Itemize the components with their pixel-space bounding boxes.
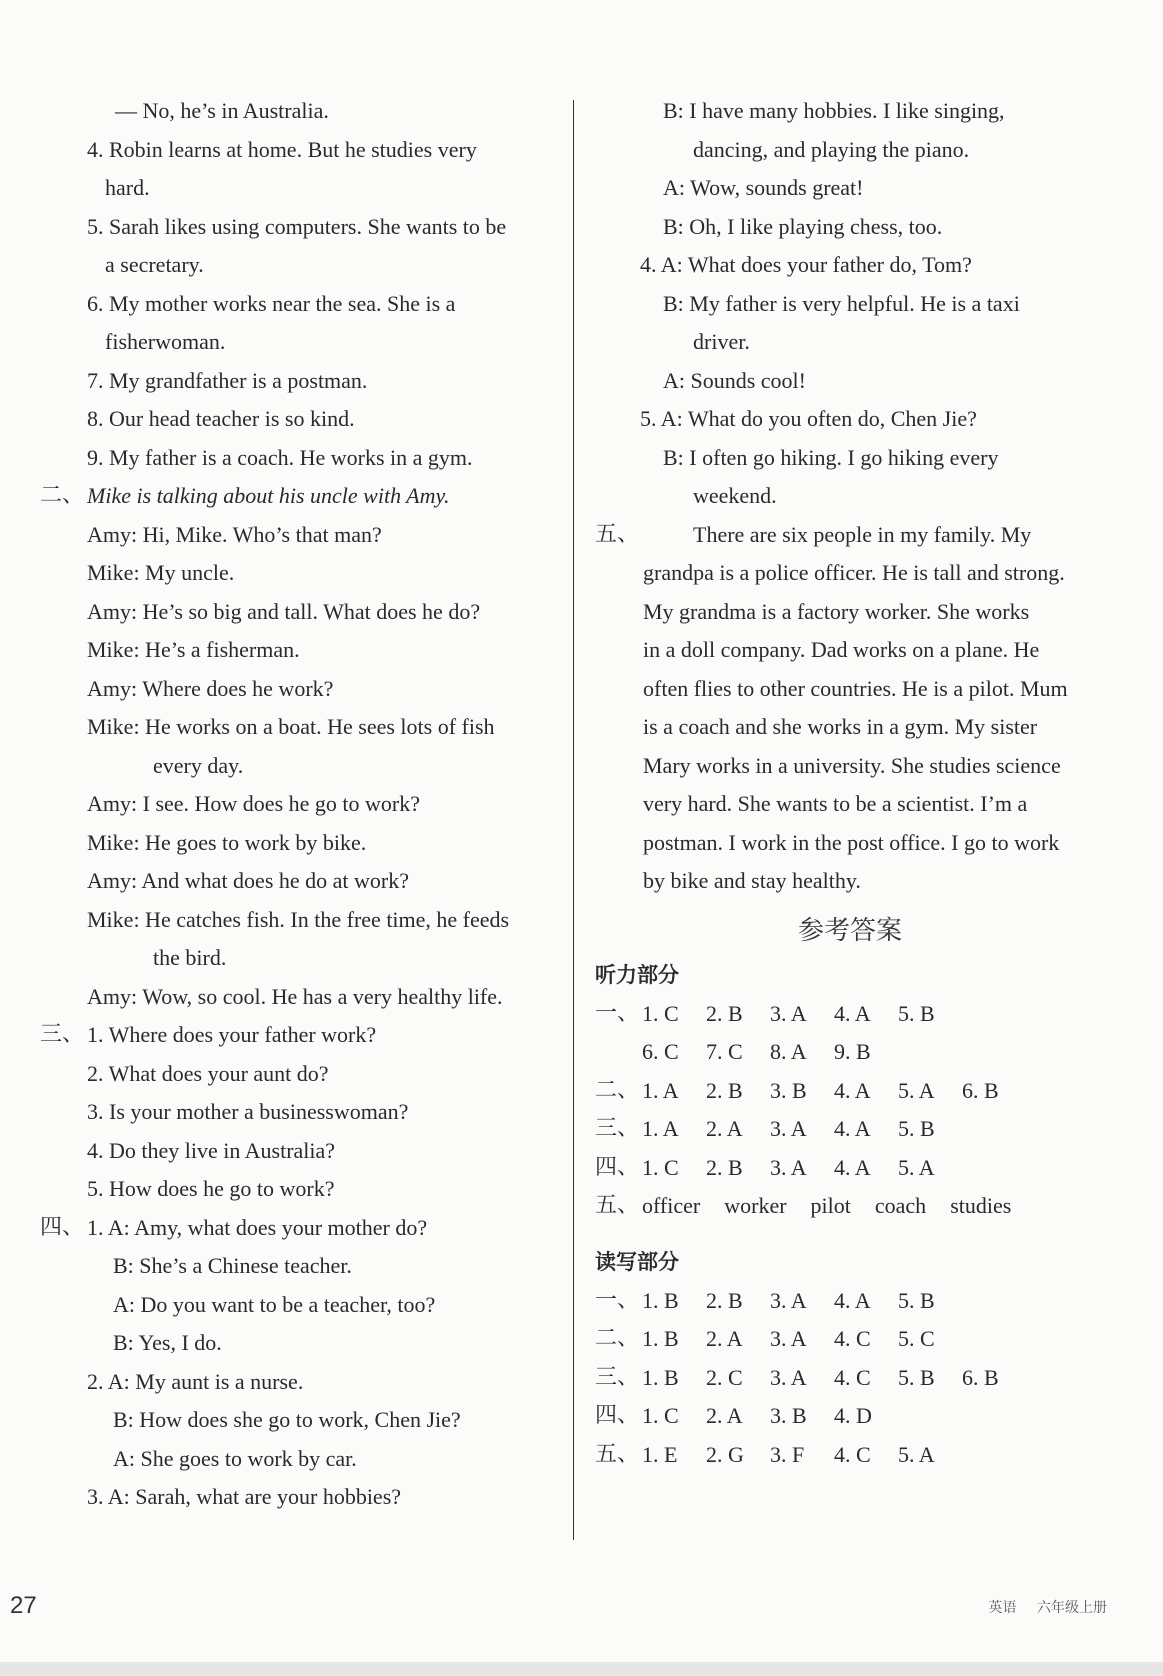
paragraph-line: often flies to other countries. He is a pilot. Mum: [643, 675, 1068, 701]
answer-item: 5. A: [898, 1077, 935, 1103]
answer-item: 5. B: [898, 1000, 935, 1026]
answer-item: 4. A: [834, 1000, 871, 1026]
section-4-heading: [40, 1209, 555, 1248]
answer-item: 2. B: [706, 1000, 743, 1026]
paragraph-line: very hard. She wants to be a scientist. I’m a: [643, 791, 1028, 816]
answer-row: [595, 1359, 1105, 1398]
answer-item: 2. A: [706, 1116, 743, 1141]
answer-row: [595, 1033, 1105, 1072]
question-text: 5. How does he go to work?: [87, 1176, 335, 1201]
section-marker: 三、: [40, 1022, 85, 1047]
answer-item: 4. C: [834, 1326, 871, 1351]
answer-words: [642, 1193, 1035, 1218]
page-bottom-edge: [0, 1662, 1163, 1676]
question-text: 2. What does your aunt do?: [87, 1060, 329, 1086]
answer-item: 4. C: [834, 1364, 871, 1390]
paragraph-line: postman. I work in the post office. I go to work: [643, 829, 1060, 855]
answer-item: 7. C: [706, 1039, 743, 1064]
answer-row: [595, 1282, 1105, 1321]
answer-item: 2. C: [706, 1364, 743, 1390]
section-marker: 四、: [40, 1214, 85, 1240]
dialogue-line: 1. A: Amy, what does your mother do?: [87, 1214, 428, 1240]
answer-row: [595, 1072, 1105, 1111]
dialogue-line: A: Sounds cool!: [663, 367, 806, 393]
grade-label: 六年级上册: [1037, 1600, 1107, 1616]
dialogue-line: 2. A: My aunt is a nurse.: [87, 1368, 304, 1394]
answer-item: 5. B: [898, 1116, 935, 1141]
answer-item: 3. B: [770, 1077, 807, 1103]
answer-word: coach: [874, 1193, 927, 1218]
section-marker: 二、: [595, 1326, 640, 1351]
answer-row: [595, 1320, 1105, 1359]
dialogue-line: A: She goes to work by car.: [113, 1445, 357, 1471]
answer-item: 5. C: [898, 1326, 935, 1351]
answer-word: pilot: [810, 1193, 851, 1218]
answer-item: 5. A: [898, 1154, 935, 1180]
listening-section-title: 听力部分: [595, 962, 679, 987]
answer-word: officer: [642, 1193, 701, 1218]
answer-row: [595, 1110, 1105, 1149]
answer-key-title: 参考答案: [797, 915, 902, 946]
paragraph-line: There are six people in my family. My: [693, 521, 1032, 547]
text-line: hard.: [105, 175, 150, 200]
reading-writing-section-title: 读写部分: [595, 1249, 679, 1274]
answer-item: 6. B: [962, 1364, 999, 1390]
column-divider: [573, 100, 574, 1540]
section-marker: 三、: [595, 1364, 640, 1390]
dialogue-line: Amy: Where does he work?: [87, 675, 334, 701]
dialogue-line: driver.: [693, 329, 750, 354]
footer-label: [973, 1597, 1107, 1617]
paragraph-line: grandpa is a police officer. He is tall and strong.: [643, 560, 1065, 585]
text-line: 6. My mother works near the sea. She is a: [87, 290, 456, 316]
section-marker: 一、: [595, 1000, 640, 1026]
section-marker: 四、: [595, 1154, 640, 1180]
paragraph-line: Mary works in a university. She studies science: [643, 752, 1061, 778]
answer-item: 6. B: [962, 1077, 999, 1103]
answer-item: 6. C: [642, 1039, 679, 1064]
section-marker: 五、: [595, 1193, 640, 1218]
dialogue-line: Mike: He works on a boat. He sees lots of fish: [87, 714, 495, 739]
answer-item: 3. A: [770, 1326, 807, 1351]
dialogue-line: B: My father is very helpful. He is a taxi: [663, 290, 1020, 316]
dialogue-line: Amy: Hi, Mike. Who’s that man?: [87, 521, 382, 547]
answer-row: [595, 1436, 1105, 1475]
dialogue-line: every day.: [153, 752, 244, 778]
paragraph-line: My grandma is a factory worker. She works: [643, 598, 1030, 624]
answer-item: 3. A: [770, 1287, 807, 1313]
section-3-heading: [40, 1016, 555, 1055]
answer-item: 2. A: [706, 1326, 743, 1351]
section-marker: 一、: [595, 1287, 640, 1313]
dialogue-line: 3. A: Sarah, what are your hobbies?: [87, 1484, 402, 1509]
answer-item: 1. B: [642, 1364, 679, 1390]
answer-item: 2. B: [706, 1287, 743, 1313]
dialogue-line: B: I have many hobbies. I like singing,: [663, 98, 1005, 123]
answer-item: 1. C: [642, 1403, 679, 1428]
answer-word: worker: [724, 1193, 787, 1218]
subject-label: 英语: [988, 1600, 1017, 1616]
left-column: [40, 92, 555, 1517]
answer-item: 4. C: [834, 1441, 871, 1467]
dialogue-line: A: Do you want to be a teacher, too?: [113, 1291, 436, 1317]
text-line: 8. Our head teacher is so kind.: [87, 406, 355, 431]
section-5-heading: [595, 516, 1105, 555]
question-text: 1. Where does your father work?: [87, 1022, 377, 1047]
answer-item: 3. A: [770, 1000, 807, 1026]
answer-item: 4. A: [834, 1116, 871, 1141]
dialogue-line: Amy: I see. How does he go to work?: [87, 791, 420, 816]
section-marker: 二、: [40, 483, 85, 508]
reading-writing-answers: [595, 1282, 1105, 1475]
dialogue-line: 4. A: What does your father do, Tom?: [640, 252, 972, 277]
text-line: — No, he’s in Australia.: [115, 98, 329, 123]
text-line: 7. My grandfather is a postman.: [87, 367, 368, 393]
question-text: 4. Do they live in Australia?: [87, 1137, 336, 1163]
dialogue-line: dancing, and playing the piano.: [693, 136, 970, 162]
answer-item: 4. A: [834, 1287, 871, 1313]
section-marker: 四、: [595, 1403, 640, 1428]
dialogue-line: Mike: He catches fish. In the free time, he feeds: [87, 906, 510, 932]
answer-item: 5. B: [898, 1287, 935, 1313]
answer-item: 9. B: [834, 1039, 871, 1064]
dialogue-line: Mike: He’s a fisherman.: [87, 637, 300, 662]
answer-item: 5. B: [898, 1364, 935, 1390]
answer-word: studies: [950, 1193, 1012, 1218]
answer-item: 1. A: [642, 1077, 679, 1103]
question-text: 3. Is your mother a businesswoman?: [87, 1099, 409, 1124]
text-line: 4. Robin learns at home. But he studies very: [87, 136, 477, 162]
answer-item: 4. D: [834, 1403, 872, 1428]
answer-row: [595, 1187, 1105, 1226]
answer-item: 1. E: [642, 1441, 678, 1467]
text-line: a secretary.: [105, 252, 204, 277]
answer-item: 3. A: [770, 1364, 807, 1390]
dialogue-line: B: Oh, I like playing chess, too.: [663, 213, 943, 239]
answer-item: 2. G: [706, 1441, 744, 1467]
answer-item: 1. B: [642, 1326, 679, 1351]
answer-item: 4. A: [834, 1077, 871, 1103]
dialogue-line: A: Wow, sounds great!: [663, 175, 864, 200]
answer-row: [595, 1397, 1105, 1436]
paragraph-line: by bike and stay healthy.: [643, 868, 861, 893]
dialogue-line: the bird.: [153, 945, 227, 970]
dialogue-line: Mike: He goes to work by bike.: [87, 829, 367, 855]
answer-item: 3. F: [770, 1441, 805, 1467]
dialogue-line: B: How does she go to work, Chen Jie?: [113, 1407, 461, 1432]
answer-item: 2. B: [706, 1077, 743, 1103]
text-line: fisherwoman.: [105, 329, 226, 354]
answer-item: 2. B: [706, 1154, 743, 1180]
section-title: Mike is talking about his uncle with Amy.: [87, 483, 450, 508]
dialogue-line: B: She’s a Chinese teacher.: [113, 1253, 352, 1278]
answer-item: 1. A: [642, 1116, 679, 1141]
answer-row: [595, 1149, 1105, 1188]
answer-item: 3. B: [770, 1403, 807, 1428]
section-marker: 二、: [595, 1077, 640, 1103]
dialogue-line: Mike: My uncle.: [87, 560, 235, 585]
answer-item: 1. B: [642, 1287, 679, 1313]
dialogue-line: B: I often go hiking. I go hiking every: [663, 444, 999, 470]
answer-item: 1. C: [642, 1154, 679, 1180]
section-2-heading: [40, 477, 555, 516]
section-marker: 五、: [595, 1441, 640, 1467]
listening-answers: [595, 995, 1105, 1188]
dialogue-line: 5. A: What do you often do, Chen Jie?: [640, 406, 977, 431]
dialogue-line: Amy: He’s so big and tall. What does he do?: [87, 598, 481, 624]
page-number: 27: [10, 1592, 37, 1619]
answer-item: 3. A: [770, 1116, 807, 1141]
answer-item: 4. A: [834, 1154, 871, 1180]
answer-item: 5. A: [898, 1441, 935, 1467]
answer-item: 3. A: [770, 1154, 807, 1180]
answer-row: [595, 995, 1105, 1034]
answer-item: 8. A: [770, 1039, 807, 1064]
dialogue-line: Amy: Wow, so cool. He has a very healthy life.: [87, 983, 503, 1009]
right-column: [595, 92, 1105, 1474]
section-marker: 五、: [595, 521, 640, 547]
answer-item: 2. A: [706, 1403, 743, 1428]
dialogue-line: weekend.: [693, 483, 777, 508]
text-line: 9. My father is a coach. He works in a gym.: [87, 444, 473, 470]
dialogue-line: B: Yes, I do.: [113, 1330, 222, 1355]
answer-item: 1. C: [642, 1000, 679, 1026]
section-marker: 三、: [595, 1116, 640, 1141]
text-line: 5. Sarah likes using computers. She wants to be: [87, 213, 507, 239]
dialogue-line: Amy: And what does he do at work?: [87, 868, 409, 893]
paragraph-line: in a doll company. Dad works on a plane. He: [643, 637, 1040, 662]
paragraph-line: is a coach and she works in a gym. My sister: [643, 714, 1038, 739]
